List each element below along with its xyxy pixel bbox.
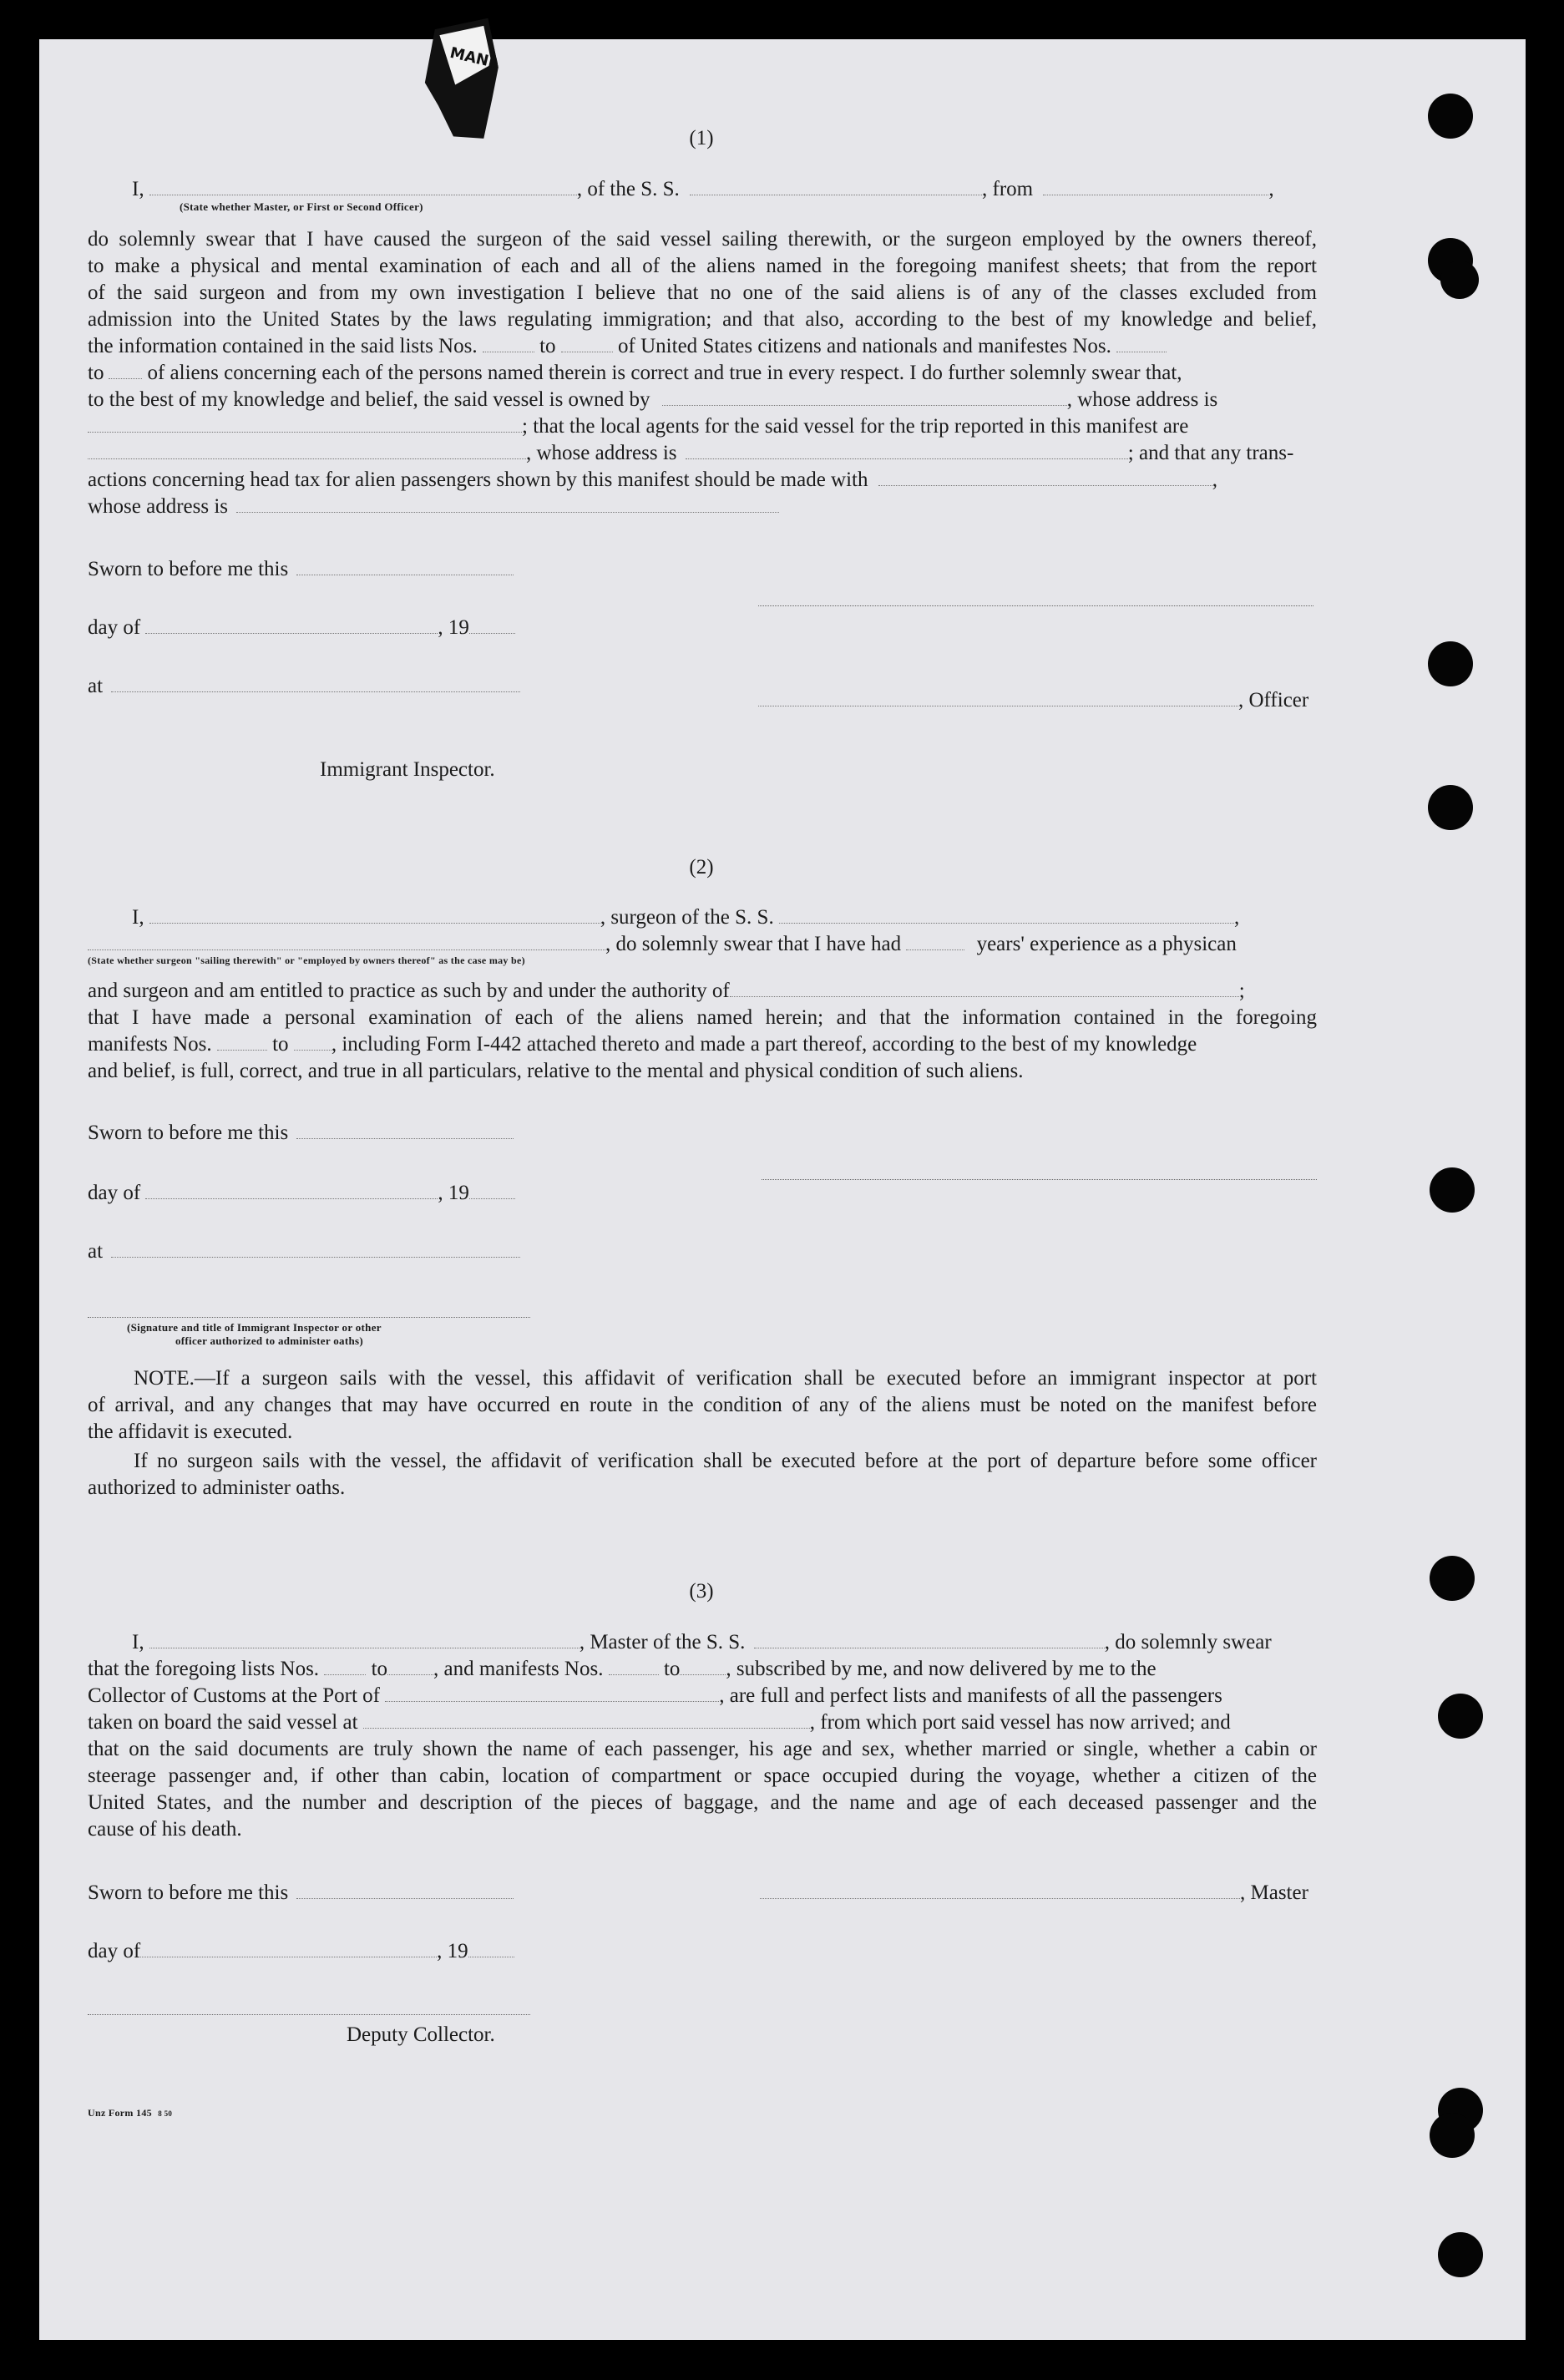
section-3-number: (3) — [689, 1580, 714, 1603]
note-line: the affidavit is executed. — [88, 1420, 293, 1443]
section-1-para-line: actions concerning head tax for alien passengers shown by this manifest should be made with , — [88, 468, 1217, 491]
section-1-line-1: I, , of the S. S. , from , — [132, 178, 1274, 200]
owner-address-field[interactable] — [88, 415, 522, 433]
binder-hole — [1430, 1167, 1475, 1213]
section-2-number: (2) — [689, 856, 714, 879]
section-3-line: that the foregoing lists Nos. to , and manifests Nos. to , subscribed by me, and now delivered by me to the — [88, 1658, 1157, 1680]
day-of-label: day of , 19 — [88, 1179, 515, 1207]
day-of-field[interactable] — [145, 616, 438, 634]
section-1-caption: (State whether Master, or First or Second Officer) — [180, 200, 423, 213]
section-3-line: I, , Master of the S. S. , do solemnly swear — [132, 1631, 1272, 1653]
section-1-para-line: , whose address is ; and that any trans- — [88, 439, 1293, 467]
collector-port-field[interactable] — [385, 1684, 719, 1702]
lists-to-field[interactable] — [561, 335, 613, 352]
years-experience-field[interactable] — [906, 933, 964, 950]
s3-day-of-field[interactable] — [140, 1940, 437, 1957]
day-of-label: day of , 19 — [88, 1937, 514, 1965]
departure-port-field[interactable] — [1043, 178, 1268, 195]
sworn-label: Sworn to before me this — [88, 1879, 514, 1907]
s2-manifests-to-field[interactable] — [294, 1033, 332, 1051]
section-1-para-line: the information contained in the said lists Nos. to of United States citizens and nationals and manifestes Nos. — [88, 332, 1167, 360]
day-of-label: day of , 19 — [88, 614, 515, 641]
binder-hole — [1430, 2113, 1475, 2158]
authority-field[interactable] — [730, 980, 1239, 997]
s3-master-name-field[interactable] — [149, 1631, 580, 1648]
deputy-signature-line[interactable] — [88, 2014, 530, 2015]
head-tax-address-field[interactable] — [236, 495, 779, 513]
section-1-para-line: do solemnly swear that I have caused the surgeon of the said vessel sailing therewith, or the surgeon employed by the owners thereof, — [88, 228, 1317, 251]
binder-hole — [1440, 261, 1479, 299]
section-3-para-line: steerage passenger and, if other than cabin, location of compartment or space occupied during the voyage, whether a citizen of the — [88, 1765, 1317, 1787]
s2-at-place-field[interactable] — [111, 1240, 520, 1258]
lists-from-field[interactable] — [483, 335, 534, 352]
s2-day-of-field[interactable] — [145, 1182, 438, 1199]
year-field[interactable] — [469, 616, 515, 634]
section-2-caption: (State whether surgeon "sailing therewith" or "employed by owners thereof" as the case may be) — [88, 955, 525, 966]
section-2-para-line: that I have made a personal examination of each of the aliens named herein; and that the information contained in the foregoing — [88, 1006, 1317, 1029]
signature-caption-1: (Signature and title of Immigrant Inspector or other — [127, 1321, 382, 1334]
vessel-name-field[interactable] — [690, 178, 982, 195]
section-1-para-line: of the said surgeon and from my own investigation I believe that no one of the said aliens is of any of the classes excluded from — [88, 281, 1317, 304]
local-agents-field[interactable] — [88, 442, 526, 459]
section-2-para-line: and belief, is full, correct, and true in all particulars, relative to the mental and physical condition of such aliens. — [88, 1060, 1024, 1082]
section-1-para-line: to the best of my knowledge and belief, the said vessel is owned by , whose address is — [88, 388, 1218, 411]
note-line: NOTE.—If a surgeon sails with the vessel, this affidavit of verification shall be executed before an immigrant inspector at port — [134, 1367, 1317, 1390]
s3-lists-from-field[interactable] — [324, 1658, 366, 1675]
section-1-para-line: whose address is — [88, 493, 779, 520]
section-2-para-line: manifests Nos. to , including Form I-442 attached thereto and made a part thereof, according to the best of my knowledge — [88, 1033, 1197, 1056]
section-1-number: (1) — [689, 127, 714, 149]
section-1-para-line: to of aliens concerning each of the persons named therein is correct and true in every respect. I do further solemnly swear that, — [88, 362, 1182, 384]
binder-hole — [1428, 641, 1473, 686]
section-3-line: Collector of Customs at the Port of , are full and perfect lists and manifests of all the passengers — [88, 1684, 1222, 1707]
s3-vessel-name-field[interactable] — [754, 1631, 1105, 1648]
section-3-line: taken on board the said vessel at , from which port said vessel has now arrived; and — [88, 1711, 1231, 1734]
inspector-signature-line[interactable] — [88, 1317, 530, 1318]
section-2-line-2: , do solemnly swear that I have had years' experience as a physican — [88, 930, 1237, 958]
section-3-para-line: that on the said documents are truly shown the name of each passenger, his age and sex, whether married or single, whether a cabin or — [88, 1738, 1317, 1760]
s3-year-field[interactable] — [468, 1940, 514, 1957]
master-label: , Master — [760, 1879, 1308, 1907]
section-2-line-1: I, , surgeon of the S. S. , — [132, 906, 1240, 929]
s2-sworn-date-field[interactable] — [296, 1122, 514, 1139]
at-label: at — [88, 672, 520, 700]
section-2-para-line: and surgeon and am entitled to practice as such by and under the authority of ; — [88, 980, 1245, 1002]
manifests-to-field[interactable] — [109, 362, 142, 379]
binder-hole — [1430, 1556, 1475, 1601]
s2-manifests-from-field[interactable] — [217, 1033, 267, 1051]
s3-manifests-to-field[interactable] — [680, 1658, 726, 1675]
signature-caption-2: officer authorized to administer oaths) — [175, 1334, 363, 1347]
manifests-from-field[interactable] — [1116, 335, 1167, 352]
binder-hole — [1438, 2232, 1483, 2277]
s2-year-field[interactable] — [469, 1182, 515, 1199]
master-name-field[interactable] — [149, 178, 577, 195]
owner-field[interactable] — [662, 388, 1067, 406]
master-signature-field[interactable] — [760, 1881, 1240, 1899]
at-place-field[interactable] — [111, 675, 520, 692]
section-1-para-line: ; that the local agents for the said vessel for the trip reported in this manifest are — [88, 413, 1188, 440]
note-line: of arrival, and any changes that may have occurred en route in the condition of any of the aliens must be noted on the manifest before — [88, 1394, 1317, 1416]
note-line: authorized to administer oaths. — [88, 1476, 346, 1499]
s3-sworn-date-field[interactable] — [296, 1881, 514, 1899]
officer-signature-line[interactable] — [758, 605, 1313, 606]
surgeon-signature-line[interactable] — [762, 1179, 1317, 1180]
s3-lists-to-field[interactable] — [387, 1658, 433, 1675]
surgeon-vessel-field[interactable] — [779, 906, 1234, 924]
immigrant-inspector-label: Immigrant Inspector. — [320, 758, 495, 781]
stamp-text: MANIF — [448, 43, 506, 74]
section-1-para-line: to make a physical and mental examination of each and all of the aliens named in the foregoing manifest sheets; that from the report — [88, 255, 1317, 277]
boarding-port-field[interactable] — [363, 1711, 810, 1729]
at-label: at — [88, 1238, 520, 1265]
sworn-label: Sworn to before me this — [88, 555, 514, 583]
agents-address-field[interactable] — [686, 442, 1128, 459]
binder-hole — [1428, 94, 1473, 139]
section-3-para-line: cause of his death. — [88, 1818, 242, 1841]
section-1-para-line: admission into the United States by the laws regulating immigration; and that also, according to the best of my knowledge and belief, — [88, 308, 1317, 331]
s3-manifests-from-field[interactable] — [609, 1658, 659, 1675]
surgeon-name-field[interactable] — [149, 906, 600, 924]
sworn-label: Sworn to before me this — [88, 1119, 514, 1147]
officer-name-field[interactable] — [758, 689, 1238, 706]
officer-label: , Officer — [758, 686, 1308, 714]
note-line: If no surgeon sails with the vessel, the affidavit of verification shall be executed before at the port of departure before some officer — [134, 1450, 1317, 1472]
binder-hole — [1438, 1694, 1483, 1739]
head-tax-contact-field[interactable] — [878, 468, 1212, 486]
binder-hole — [1428, 785, 1473, 830]
form-id: Unz Form 145 8 50 — [88, 2107, 173, 2119]
surgeon-status-field[interactable] — [88, 933, 605, 950]
section-3-para-line: United States, and the number and description of the pieces of baggage, and the name and age of each deceased passenger and the — [88, 1791, 1317, 1814]
sworn-date-field[interactable] — [296, 558, 514, 575]
deputy-collector-label: Deputy Collector. — [347, 2023, 495, 2046]
